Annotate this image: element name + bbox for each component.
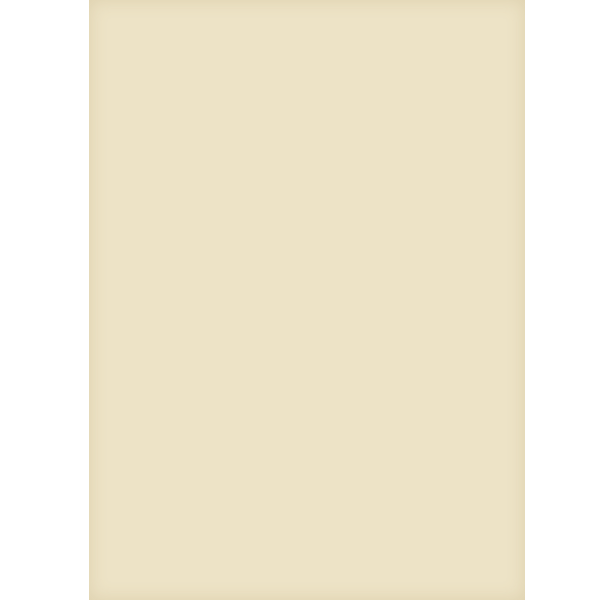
book-page	[89, 0, 525, 600]
page-content	[134, 36, 499, 66]
